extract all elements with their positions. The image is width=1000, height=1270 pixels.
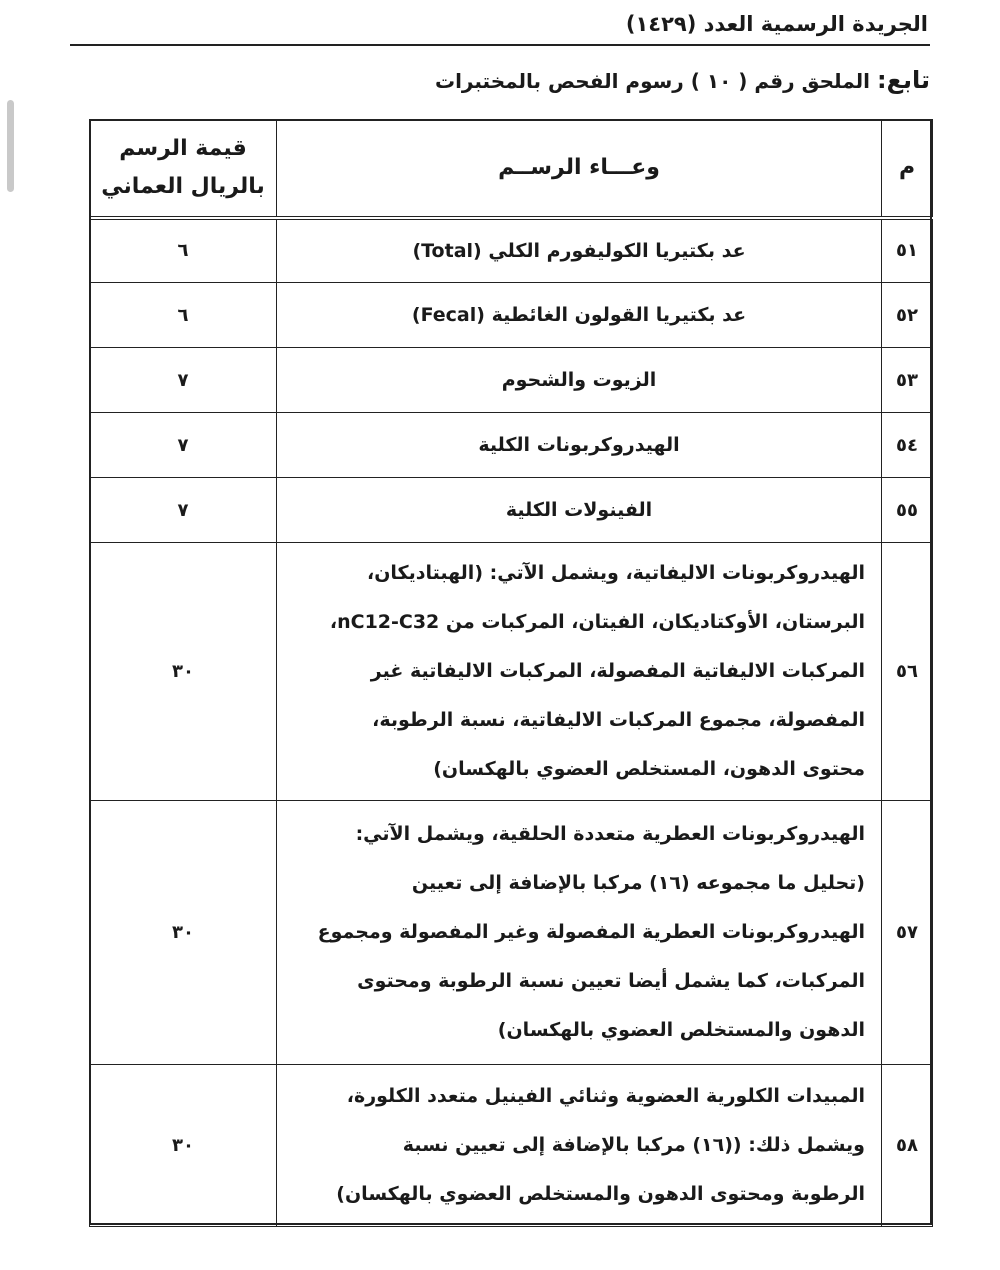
table-row	[90, 801, 933, 1065]
table-row	[90, 348, 933, 413]
row-fee: ٣٠	[90, 801, 277, 1065]
row-item-line: المركبات الاليفاتية المفصولة، المركبات الاليفاتية غير	[370, 660, 865, 682]
row-number: ٥٤	[882, 413, 933, 478]
appendix-title	[435, 66, 930, 94]
row-item	[277, 218, 882, 283]
row-item-line: الهيدروكربونات الاليفاتية، ويشمل الآتي: (الهبتاديكان،	[366, 562, 865, 584]
row-item	[277, 478, 882, 543]
appendix-title-text: الملحق رقم ( ١٠ ) رسوم الفحص بالمختبرات	[434, 69, 870, 93]
row-number: ٥٢	[882, 283, 933, 348]
row-fee: ٧	[90, 413, 277, 478]
table-row	[90, 413, 933, 478]
appendix-title-lead: تابع:	[876, 66, 930, 94]
row-item-line: الدهون والمستخلص العضوي بالهكسان)	[497, 1019, 865, 1041]
row-item-line: الهيدروكربونات العطرية المفصولة وغير المفصولة ومجموع	[317, 921, 865, 943]
table-row	[90, 543, 933, 801]
row-item-line: ويشمل ذلك: ((١٦) مركبا بالإضافة إلى تعيين نسبة	[402, 1134, 865, 1156]
row-item-line: المبيدات الكلورية العضوية وثنائي الفينيل متعدد الكلورة،	[346, 1085, 865, 1107]
row-fee: ٣٠	[90, 543, 277, 801]
row-item-line: الهيدروكربونات العطرية متعددة الحلقية، ويشمل الآتي:	[355, 823, 865, 845]
table-row	[90, 283, 933, 348]
gazette-header: الجريدة الرسمية العدد (١٤٢٩)	[625, 12, 928, 36]
row-number: ٥٧	[882, 801, 933, 1065]
row-number: ٥١	[882, 218, 933, 283]
row-item-line: الرطوبة ومحتوى الدهون والمستخلص العضوي بالهكسان)	[336, 1183, 865, 1205]
row-item	[277, 283, 882, 348]
row-number: ٥٨	[882, 1065, 933, 1227]
row-fee: ٧	[90, 478, 277, 543]
fees-table	[89, 119, 933, 1227]
row-item	[277, 348, 882, 413]
row-item	[277, 413, 882, 478]
row-fee: ٦	[90, 218, 277, 283]
row-fee: ٦	[90, 283, 277, 348]
page-scrollbar[interactable]	[7, 100, 14, 192]
header-fee-line1: قيمة الرسم	[119, 135, 247, 161]
row-item	[277, 543, 882, 801]
row-item-line: عد بكتيريا القولون الغائطية (Fecal)	[411, 304, 747, 326]
header-number: م	[882, 120, 933, 218]
row-number: ٥٦	[882, 543, 933, 801]
header-fee	[90, 120, 277, 218]
row-number: ٥٣	[882, 348, 933, 413]
row-item-line: الهيدروكربونات الكلية	[478, 434, 680, 456]
table-row	[90, 1065, 933, 1227]
row-item	[277, 801, 882, 1065]
row-fee: ٧	[90, 348, 277, 413]
row-item-line: عد بكتيريا الكوليفورم الكلي (Total)	[412, 239, 746, 262]
row-item-line: محتوى الدهون، المستخلص العضوي بالهكسان)	[433, 758, 865, 780]
row-item	[277, 1065, 882, 1227]
row-item-line: الفينولات الكلية	[505, 499, 653, 521]
row-fee: ٣٠	[90, 1065, 277, 1227]
row-item-line: (تحليل ما مجموعه (١٦) مركبا بالإضافة إلى تعيين	[411, 872, 865, 894]
header-fee-line2: بالريال العماني	[101, 173, 265, 199]
table-header-row	[90, 120, 933, 218]
row-item-line: البرستان، الأوكتاديكان، الفيتان، المركبات من nC12-C32،	[329, 611, 865, 633]
row-number: ٥٥	[882, 478, 933, 543]
table-row	[90, 478, 933, 543]
table-row	[90, 218, 933, 283]
row-item-line: الزيوت والشحوم	[501, 369, 657, 391]
header-item: وعـــاء الرســم	[277, 120, 882, 218]
header-divider	[70, 44, 930, 46]
row-item-line: المركبات، كما يشمل أيضا تعيين نسبة الرطوبة ومحتوى	[357, 970, 865, 992]
row-item-line: المفصولة، مجموع المركبات الاليفاتية، نسبة الرطوبة،	[372, 709, 865, 731]
